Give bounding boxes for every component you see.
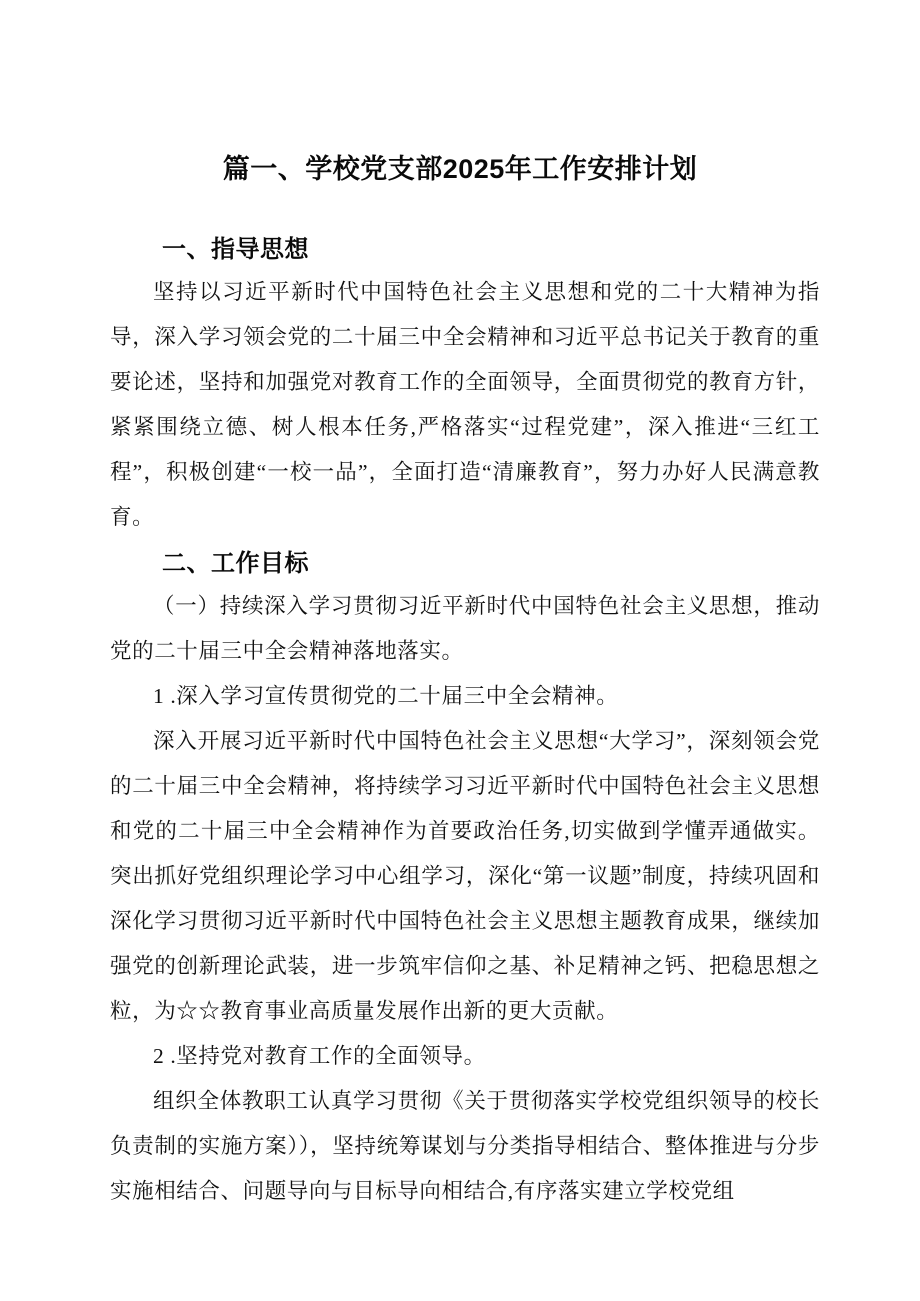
paragraph-subitem-1-title: 1 .深入学习宣传贯彻党的二十届三中全会精神。 — [153, 684, 619, 708]
paragraph-subitem-1-body: 深入开展习近平新时代中国特色社会主义思想“大学习”，深刻领会党的二十届三中全会精神，将持续学习习近平新时代中国特色社会主义思想和党的二十届三中全会精神作为首要政治任务,切实做到学懂弄通做实。突出抓好党组织理论学习中心组学习，深化“第一议题”制度，持续巩固和深化学习贯彻习近平新时代中国特色社会主义思想主题教育成果，继续加强党的创新理论武装，进一步筑牢信仰之基、补足精神之钙、把稳思想之粒，为☆☆教育事业高质量发展作出新的更大贡献。 — [110, 729, 820, 1023]
document-body — [110, 232, 820, 1214]
paragraph-guiding-thought: 坚持以习近平新时代中国特色社会主义思想和党的二十大精神为指导，深入学习领会党的二十届三中全会精神和习近平总书记关于教育的重要论述，坚持和加强党对教育工作的全面领导，全面贯彻党的教育方针，紧紧围绕立德、树人根本任务,严格落实“过程党建”，深入推进“三红工程”，积极创建“一校一品”，全面打造“清廉教育”，努力办好人民满意教育。 — [110, 280, 820, 529]
paragraph-subitem-2-body: 组织全体教职工认真学习贯彻《关于贯彻落实学校党组织领导的校长负责制的实施方案）），坚持统筹谋划与分类指导相结合、整体推进与分步实施相结合、问题导向与目标导向相结合,有序落实建立学校党组 — [110, 1089, 820, 1203]
section-heading-guiding-thought: 一、指导思想 — [162, 236, 309, 263]
paragraph-goal-item-1: （一）持续深入学习贯彻习近平新时代中国特色社会主义思想，推动党的二十届三中全会精神落地落实。 — [110, 594, 820, 663]
section-heading-work-goals: 二、工作目标 — [162, 550, 309, 577]
page-title: 篇一、学校党支部2025年工作安排计划 — [222, 154, 698, 184]
paragraph-subitem-2-title: 2 .坚持党对教育工作的全面领导。 — [153, 1044, 486, 1068]
